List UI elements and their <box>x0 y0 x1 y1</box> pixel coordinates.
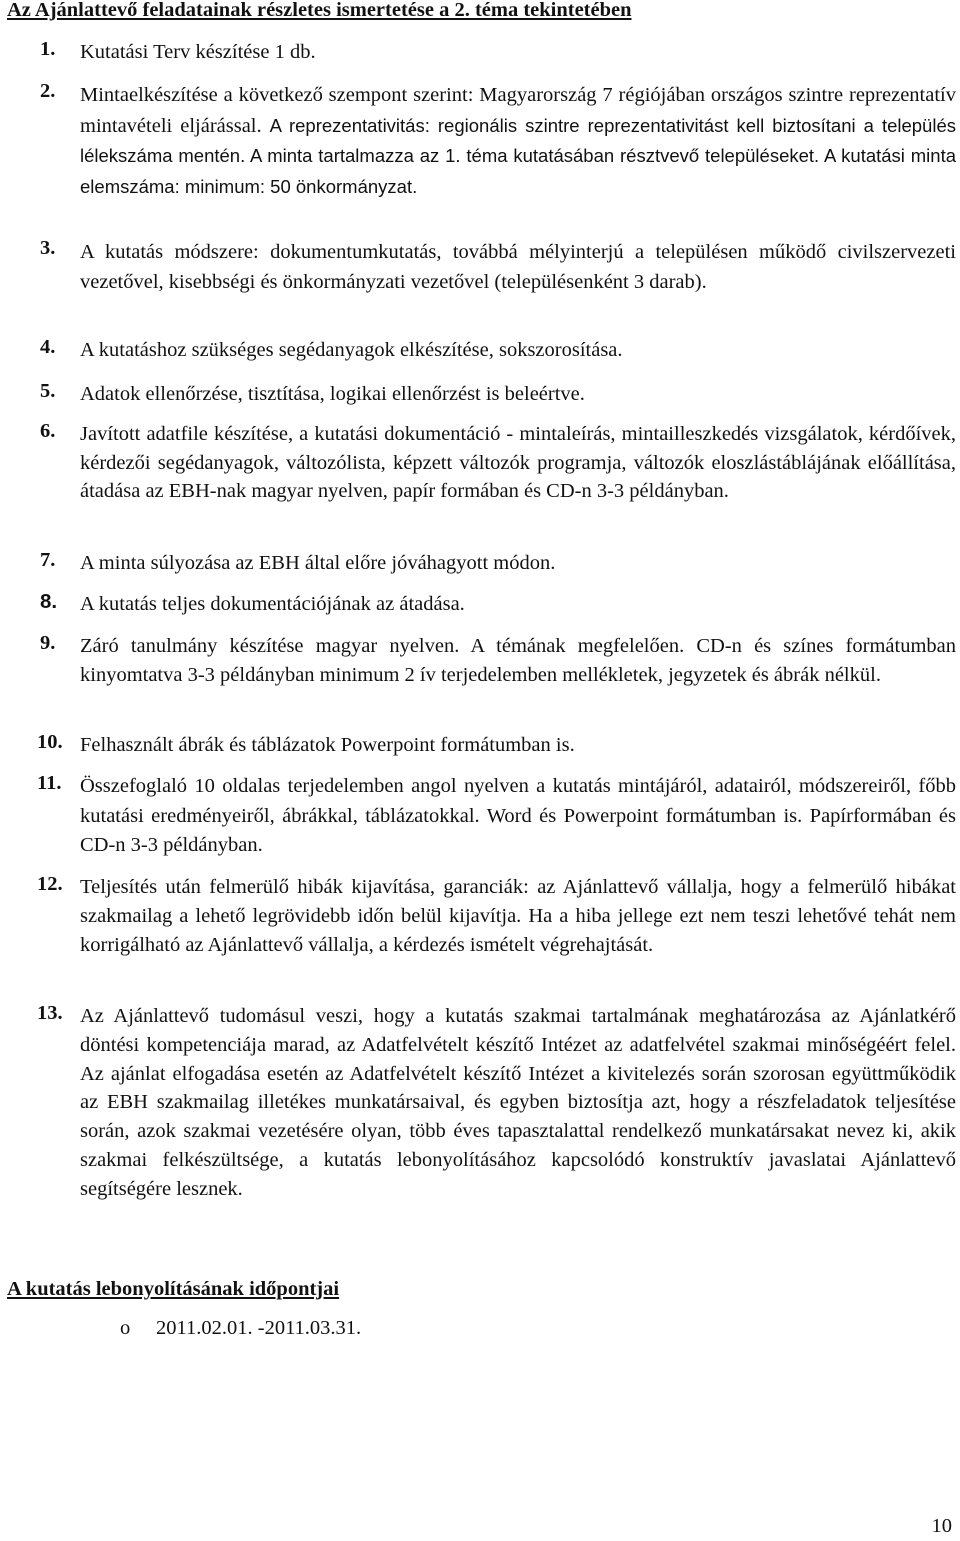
item-text: Javított adatfile készítése, a kutatási dokumentáció - mintaleírás, mintailleszkedés vizsgálatok, kérdőívek, kérdezői segédanyagok, változólista, képzett változók programja, változók eloszlástáblájának előállítása, átadása az EBH-nak magyar nyelven, papír formában és CD-n 3-3 példányban. <box>80 423 956 503</box>
item-text-serif: Mintaelkészítése a következő szempont szerint: Magyarország 7 régiójában országos szintre reprezentatív mintavételi eljárással. <box>80 84 956 137</box>
item-text: Felhasznált ábrák és táblázatok Powerpoint formátumban is. <box>80 734 575 756</box>
item-number: 7. <box>40 549 56 571</box>
item-number: 10. <box>37 731 63 753</box>
item-number: 3. <box>40 237 56 259</box>
item-number: 6. <box>40 420 56 442</box>
page-heading: Az Ajánlattevő feladatainak részletes ismertetése a 2. téma tekintetében <box>7 0 632 21</box>
item-number: 8. <box>40 590 58 613</box>
page-number: 10 <box>931 1515 952 1537</box>
item-text: Záró tanulmány készítése magyar nyelven. A témának megfelelően. CD-n és színes formátumban kinyomtatva 3-3 példányban minimum 2 ív terjedelemben mellékletek, jegyzetek és ábrák nélkül. <box>80 635 956 686</box>
item-text <box>80 80 956 202</box>
schedule-dates: 2011.02.01. -2011.03.31. <box>156 1317 362 1339</box>
schedule-bullet <box>120 1317 361 1340</box>
item-number: 9. <box>40 632 56 654</box>
item-text: A kutatás teljes dokumentációjának az átadása. <box>80 593 465 615</box>
bullet-marker: o <box>120 1317 131 1339</box>
schedule-heading: A kutatás lebonyolításának időpontjai <box>7 1278 340 1300</box>
item-number: 4. <box>40 336 56 358</box>
item-text: Teljesítés után felmerülő hibák kijavítása, garanciák: az Ajánlattevő vállalja, hogy a felmerülő hibákat szakmailag a lehető legrövidebb időn belül kijavítja. Ha a hiba jellege ezt nem teszi lehetővé tehát nem korrigálható az Ajánlattevő vállalja, a kérdezés ismételt végrehajtását. <box>80 876 956 956</box>
item-text: A kutatás módszere: dokumentumkutatás, továbbá mélyinterjú a településen működő civilszervezeti vezetővel, kisebbségi és önkormányzati vezetővel (településenként 3 darab). <box>80 241 956 293</box>
item-text: Összefoglaló 10 oldalas terjedelemben angol nyelven a kutatás mintájáról, adatairól, módszereiről, főbb kutatási eredményeiről, ábrákkal, táblázatokkal. Word és Powerpoint formátumban is. Papírformában és CD-n 3-3 példányban. <box>80 775 956 856</box>
item-number: 12. <box>37 873 63 895</box>
item-text: Adatok ellenőrzése, tisztítása, logikai ellenőrzést is beleértve. <box>80 383 585 405</box>
item-number: 5. <box>40 380 56 402</box>
item-text: A kutatáshoz szükséges segédanyagok elkészítése, sokszorosítása. <box>80 339 623 361</box>
item-number: 13. <box>37 1002 63 1024</box>
item-text: Az Ajánlattevő tudomásul veszi, hogy a kutatás szakmai tartalmának meghatározása az Ajánlatkérő döntési kompetenciája marad, az Adatfelvételt készítő Intézet az adatfelvétel szakmai minőségéért felel. Az ajánlat elfogadása esetén az Adatfelvételt készítő Intézet a kivitelezés során szorosan együttműködik az EBH szakmailag illetékes munkatársaival, és egyben biztosítja azt, hogy a részfeladatok teljesítése során, azok szakmai vezetésére olyan, több éves tapasztalattal rendelkező munkatársakat nevez ki, akik szakmai felkészültsége, a kutatás lebonyolításához kapcsolódó konstruktív javaslatai Ajánlattevő segítségére lesznek. <box>80 1005 956 1200</box>
item-text: Kutatási Terv készítése 1 db. <box>80 41 316 63</box>
item-number: 2. <box>40 80 56 102</box>
item-number: 1. <box>40 38 56 60</box>
item-text-sans: A reprezentativitás: regionális szintre reprezentativitást kell biztosítani a település lélekszáma mentén. A minta tartalmazza az 1. téma kutatásában résztvevő településeket. A kutatási minta elemszáma: minimum: 50 önkormányzat. <box>80 114 956 197</box>
item-text: A minta súlyozása az EBH által előre jóváhagyott módon. <box>80 552 556 574</box>
item-number: 11. <box>37 772 62 794</box>
